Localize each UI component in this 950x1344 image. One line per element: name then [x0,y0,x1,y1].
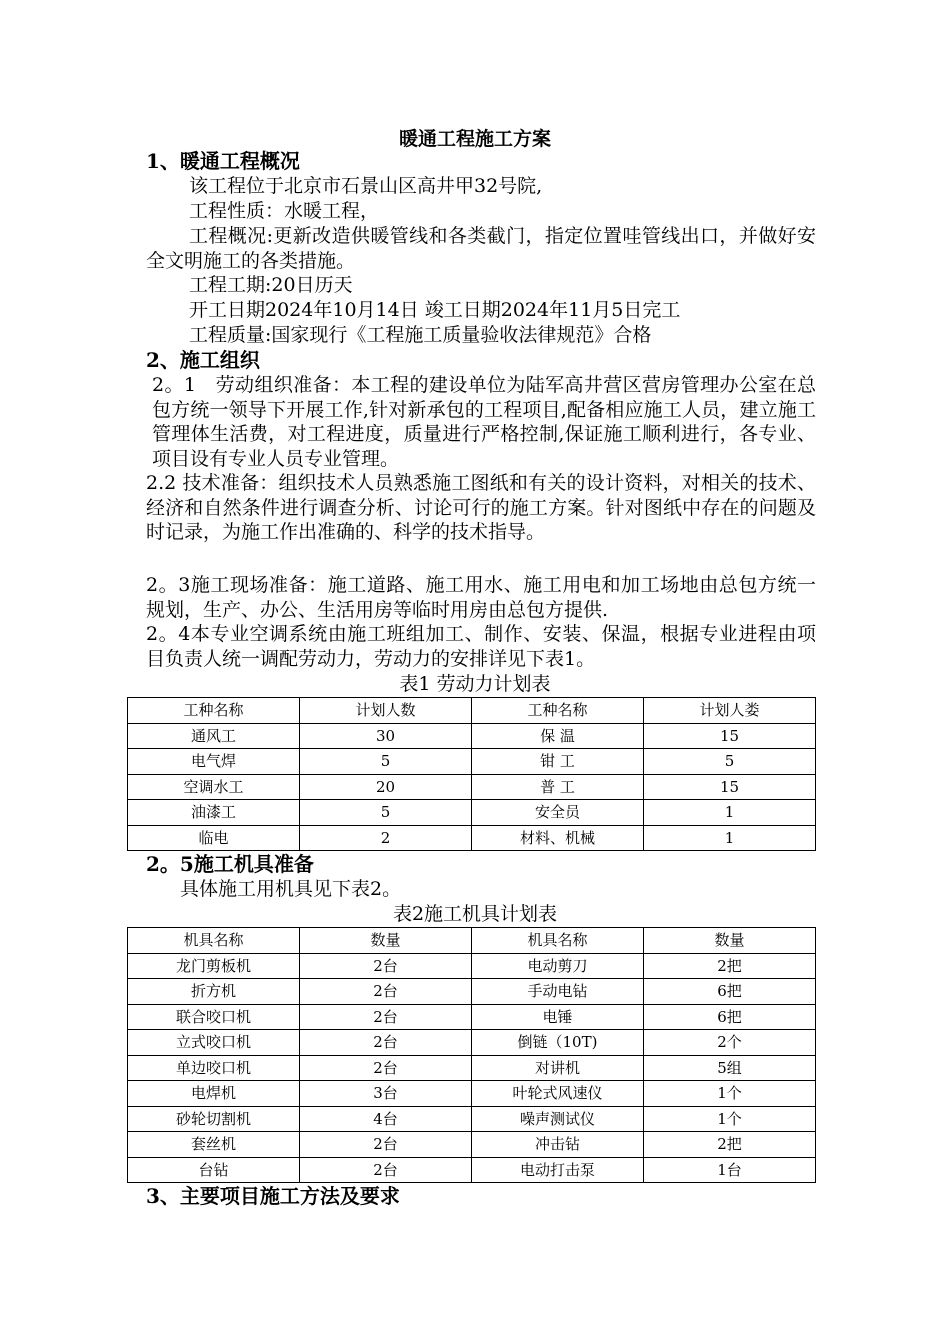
table-cell: 电动打击泵 [472,1157,644,1183]
table-cell: 油漆工 [128,800,300,826]
quality-line: 工程质量:国家现行《工程施工质量验收法律规范》合格 [189,324,652,346]
table-1-caption: 表1 劳动力计划表 [399,673,551,695]
table-cell: 冲击钻 [472,1132,644,1158]
table-cell: 噪声测试仪 [472,1106,644,1132]
table-cell: 2把 [644,1132,816,1158]
table-cell: 5 [300,800,472,826]
table-header-cell: 数量 [300,928,472,954]
table-header-cell: 工种名称 [128,698,300,724]
table-cell: 电动剪刀 [472,953,644,979]
table-cell: 套丝机 [128,1132,300,1158]
table-cell: 龙门剪板机 [128,953,300,979]
table-header-cell: 机具名称 [128,928,300,954]
table-cell: 20 [300,774,472,800]
table-row [128,1106,816,1132]
table-cell: 对讲机 [472,1055,644,1081]
table-cell: 普 工 [472,774,644,800]
table-cell: 2台 [300,979,472,1005]
table-cell: 叶轮式风速仪 [472,1081,644,1107]
table-row [128,1004,816,1030]
table-header-row [128,698,816,724]
table-row [128,749,816,775]
table-cell: 1 [644,825,816,851]
table-cell: 倒链（10T) [472,1030,644,1056]
table-header-cell: 机具名称 [472,928,644,954]
section-2-5-text: 具体施工用机具见下表2。 [180,878,402,900]
table-cell: 5 [300,749,472,775]
table-row [128,723,816,749]
table-cell: 1个 [644,1106,816,1132]
table-cell: 联合咬口机 [128,1004,300,1030]
table-cell: 2台 [300,1132,472,1158]
table-cell: 2个 [644,1030,816,1056]
section-2-5-heading: 2。5施工机具准备 [146,852,314,876]
table-row [128,1081,816,1107]
document-title: 暖通工程施工方案 [398,128,551,150]
labor-plan-table [127,697,816,851]
equipment-plan-table [127,927,816,1183]
table-header-row [128,928,816,954]
table-row [128,1030,816,1056]
table-cell: 6把 [644,1004,816,1030]
dates-line: 开工日期2024年10月14日 竣工日期2024年11月5日完工 [189,299,681,321]
table-cell: 2台 [300,1030,472,1056]
table-row [128,774,816,800]
table-cell: 临电 [128,825,300,851]
table-row [128,953,816,979]
table-row [128,800,816,826]
table-row [128,825,816,851]
table-cell: 电气焊 [128,749,300,775]
table-cell: 5组 [644,1055,816,1081]
table-cell: 3台 [300,1081,472,1107]
table-cell: 1 [644,800,816,826]
table-cell: 单边咬口机 [128,1055,300,1081]
table-cell: 立式咬口机 [128,1030,300,1056]
table-cell: 5 [644,749,816,775]
table-cell: 保 温 [472,723,644,749]
table-cell: 折方机 [128,979,300,1005]
paragraph-2-4: 2。4本专业空调系统由施工班组加工、制作、安装、保温，根据专业进程由项目负责人统一调配劳动力，劳动力的安排详见下表1。 [146,623,816,670]
paragraph-2-2: 2.2 技术准备：组织技术人员熟悉施工图纸和有关的设计资料，对相关的技术、经济和自然条件进行调查分析、讨论可行的施工方案。针对图纸中存在的问题及时记录，为施工作出准确的、科学的技术指导。 [146,472,816,543]
table-cell: 2台 [300,1157,472,1183]
table-row [128,1055,816,1081]
overview-paragraph: 工程概况:更新改造供暖管线和各类截门，指定位置哇管线出口，并做好安全文明施工的各类措施。 [146,225,816,272]
table-row [128,1132,816,1158]
table-cell: 材料、机械 [472,825,644,851]
section-1-heading: 1、暖通工程概况 [146,149,300,173]
table-cell: 6把 [644,979,816,1005]
table-cell: 空调水工 [128,774,300,800]
table-2-caption: 表2施工机具计划表 [392,903,558,925]
paragraph-2-1: 2。1 劳动组织准备：本工程的建设单位为陆军高井营区营房管理办公室在总包方统一领导下开展工作,针对新承包的工程项目,配备相应施工人员，建立施工管理体生活费，对工程进度，质量进行严格控制,保证施工顺利进行，各专业、项目设有专业人员专业管理。 [152,374,816,470]
table-cell: 电焊机 [128,1081,300,1107]
table-cell: 2台 [300,953,472,979]
table-cell: 2把 [644,953,816,979]
location-line: 该工程位于北京市石景山区高井甲32号院, [189,175,543,197]
table-cell: 15 [644,774,816,800]
table-cell: 钳 工 [472,749,644,775]
table-header-cell: 计划人娄 [644,698,816,724]
table-cell: 4台 [300,1106,472,1132]
nature-line: 工程性质：水暖工程， [189,200,380,222]
table-cell: 台钻 [128,1157,300,1183]
table-cell: 2台 [300,1055,472,1081]
paragraph-2-3: 2。3施工现场准备：施工道路、施工用水、施工用电和加工场地由总包方统一规划，生产、办公、生活用房等临时用房由总包方提供. [146,574,816,621]
table-cell: 安全员 [472,800,644,826]
table-header-cell: 工种名称 [472,698,644,724]
table-cell: 电锤 [472,1004,644,1030]
table-cell: 通风工 [128,723,300,749]
duration-line: 工程工期:20日历天 [189,274,353,296]
table-row [128,1157,816,1183]
table-cell: 2台 [300,1004,472,1030]
table-cell: 2 [300,825,472,851]
section-2-heading: 2、施工组织 [146,348,260,372]
table-cell: 砂轮切割机 [128,1106,300,1132]
section-3-heading: 3、主要项目施工方法及要求 [146,1184,400,1208]
table-cell: 1个 [644,1081,816,1107]
table-header-cell: 数量 [644,928,816,954]
table-cell: 15 [644,723,816,749]
table-cell: 1台 [644,1157,816,1183]
table-header-cell: 计划人数 [300,698,472,724]
table-cell: 30 [300,723,472,749]
table-row [128,979,816,1005]
table-cell: 手动电钻 [472,979,644,1005]
